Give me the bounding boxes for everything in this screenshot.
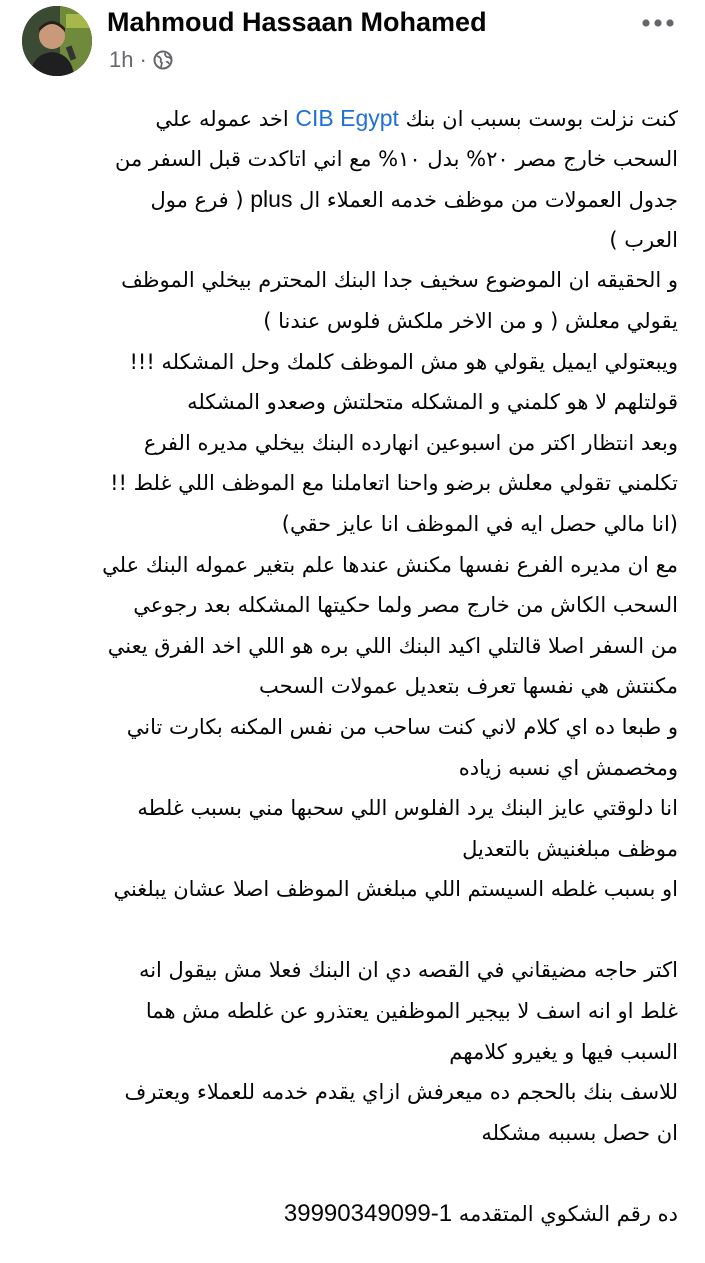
author-avatar[interactable]	[22, 6, 92, 76]
post-line: وبعد انتظار اكتر من اسبوعين انهارده البنك بيخلي مديره الفرع	[143, 430, 678, 455]
post-line: مع ان مديره الفرع نفسها مكنش عندها علم بتغير عموله البنك علي	[102, 552, 678, 577]
more-dots-icon[interactable]	[638, 8, 678, 38]
post-line: و طبعا ده اي كلام لاني كنت ساحب من نفس المكنه بكارت تاني	[126, 714, 678, 739]
cib-egypt-mention[interactable]: CIB Egypt	[295, 105, 399, 131]
post-line: ويبعتولي ايميل يقولي هو مش الموظف كلمك وحل المشكله !!!	[129, 349, 678, 374]
post-line: انا دلوقتي عايز البنك يرد الفلوس اللي سحبها مني بسبب غلطه	[137, 796, 678, 821]
post-line: ان حصل بسببه مشكله	[481, 1120, 678, 1145]
post-line: مكنتش هي نفسها تعرف بتعديل عمولات السحب	[258, 674, 678, 699]
post-line: تكلمني تقولي معلش برضو واحنا اتعاملنا مع الموظف اللي غلط !!	[110, 471, 678, 496]
post-line: موظف مبلغنيش بالتعديل	[462, 836, 678, 861]
post-line: السبب فيها و يغيرو كلامهم	[449, 1039, 678, 1064]
post-line: للاسف بنك بالحجم ده ميعرفش ازاي يقدم خدمه للعملاء ويعترف	[124, 1080, 678, 1105]
globe-icon[interactable]	[153, 50, 173, 70]
post-line: السحب خارج مصر ٢٠% بدل ١٠% مع اني اتاكدت قبل السفر من	[114, 146, 678, 171]
post-line: اكتر حاجه مضيقاني في القصه دي ان البنك فعلا مش بيقول انه	[138, 958, 678, 983]
complaint-number: 39990349099-1	[283, 1200, 453, 1228]
meta-separator: ·	[139, 47, 147, 72]
post-line: قولتلهم لا هو كلمني و المشكله متحلتش وصعدو المشكله	[187, 390, 678, 415]
post-line: (انا مالي حصل ايه في الموظف انا عايز حقي)	[281, 511, 678, 536]
avatar-photo	[22, 6, 92, 76]
post-line: السحب الكاش من خارج مصر ولما حكيتها المشكله بعد رجوعي	[133, 593, 678, 618]
author-name[interactable]: Mahmoud Hassaan Mohamed	[107, 7, 487, 37]
post-line: من السفر اصلا قالتلي اكيد البنك اللي بره هو اللي اخد الفرق يعني	[107, 633, 678, 658]
post-meta	[109, 44, 173, 76]
post-line: كنت نزلت بوست بسبب ان بنك CIB Egypt اخد عموله علي	[155, 105, 678, 131]
blank-line	[28, 1153, 678, 1194]
post-time[interactable]: 1h	[109, 47, 134, 72]
post-line: جدول العمولات من موظف خدمه العملاء ال plus ( فرع مول	[150, 186, 678, 213]
post-text	[28, 98, 678, 1235]
post-line: و الحقيقه ان الموضوع سخيف جدا البنك المحترم بيخلي الموظف	[121, 268, 678, 293]
post-line: يقولي معلش ( و من الاخر ملكش فلوس عندنا )	[263, 308, 678, 333]
blank-line	[28, 910, 678, 951]
post-line: ده رقم الشكوي المتقدمه 39990349099-1	[283, 1200, 678, 1228]
post-line: او بسبب غلطه السيستم اللي مبلغش الموظف اصلا عشان يبلغني	[113, 877, 678, 902]
post-header	[0, 0, 705, 90]
post-line: غلط او انه اسف لا بيجير الموظفين يعتذرو عن غلطه مش هما	[145, 999, 678, 1024]
post-line: العرب )	[609, 227, 678, 252]
post-line: ومخصمش اي نسبه زياده	[458, 755, 678, 780]
